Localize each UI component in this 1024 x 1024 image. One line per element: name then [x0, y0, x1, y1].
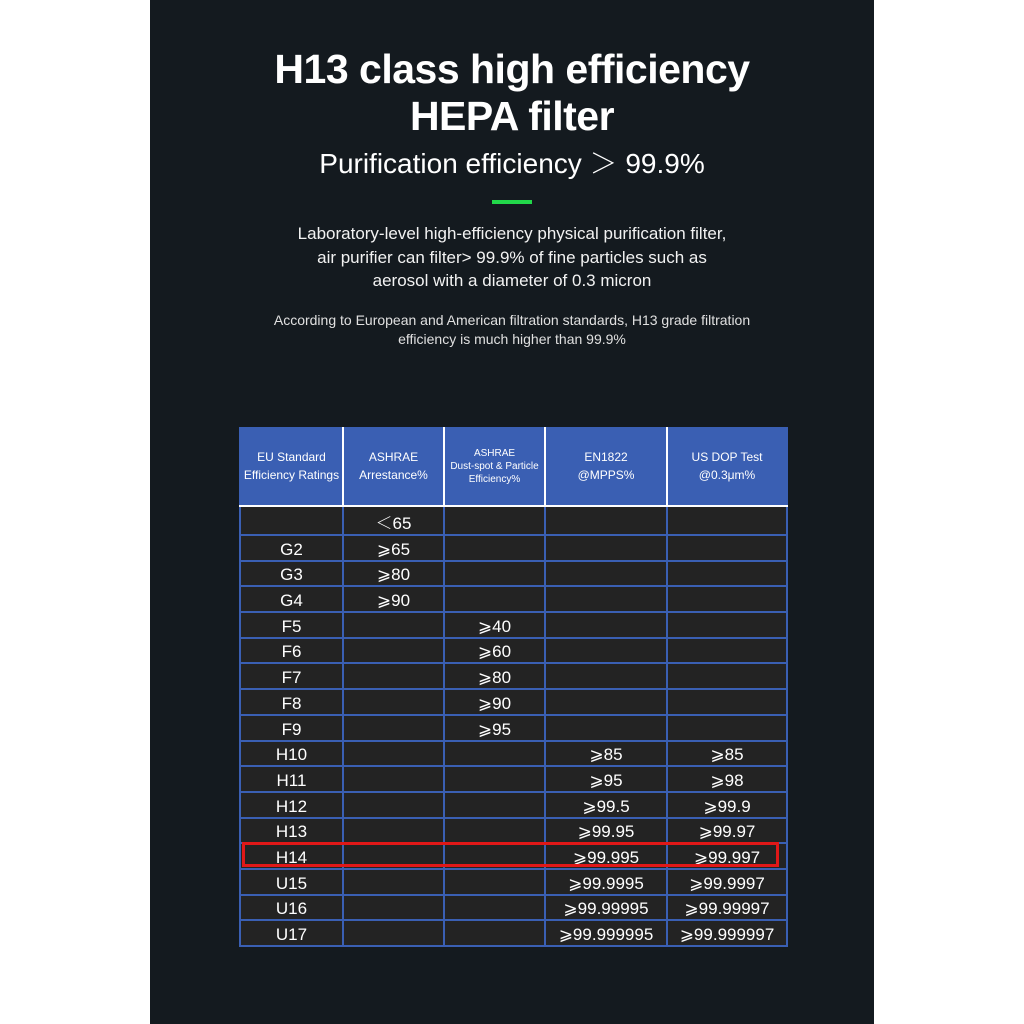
- rating-cell: F5: [240, 612, 343, 638]
- rating-cell: G3: [240, 561, 343, 587]
- value-cell: ⩾85: [545, 741, 667, 767]
- value-cell: [343, 689, 444, 715]
- value-cell: ⩾95: [545, 766, 667, 792]
- table-row: [240, 715, 787, 741]
- value-cell: ⩾99.99997: [667, 895, 787, 921]
- table-row: [240, 663, 787, 689]
- description-line-2: air purifier can filter> 99.9% of fine particles such as: [317, 248, 707, 267]
- value-cell: ⩾65: [343, 535, 444, 561]
- value-cell: [545, 715, 667, 741]
- rating-cell: U17: [240, 920, 343, 946]
- table-row: [240, 535, 787, 561]
- table-row: [240, 843, 787, 869]
- value-cell: [545, 663, 667, 689]
- title-line-1: H13 class high efficiency: [274, 46, 750, 92]
- value-cell: [545, 586, 667, 612]
- value-cell: ⩾99.9: [667, 792, 787, 818]
- value-cell: [444, 792, 545, 818]
- value-cell: ⩾80: [444, 663, 545, 689]
- value-cell: [343, 766, 444, 792]
- value-cell: [667, 506, 787, 535]
- value-cell: ⩾99.997: [667, 843, 787, 869]
- value-cell: [343, 741, 444, 767]
- value-cell: [444, 843, 545, 869]
- rating-cell: [240, 506, 343, 535]
- value-cell: [444, 895, 545, 921]
- value-cell: [444, 741, 545, 767]
- rating-cell: F6: [240, 638, 343, 664]
- value-cell: [444, 869, 545, 895]
- value-cell: [667, 663, 787, 689]
- value-cell: [667, 638, 787, 664]
- value-cell: [343, 869, 444, 895]
- description-line-1: Laboratory-level high-efficiency physical purification filter,: [297, 224, 727, 243]
- rating-cell: U16: [240, 895, 343, 921]
- value-cell: ⩾99.97: [667, 818, 787, 844]
- header-ashrae-dust-spot: ASHRAE Dust-spot & Particle Efficiency%: [444, 427, 545, 506]
- rating-cell: F9: [240, 715, 343, 741]
- header-en1822: EN1822 @MPPS%: [545, 427, 667, 506]
- value-cell: ⩾90: [343, 586, 444, 612]
- table-row: [240, 766, 787, 792]
- value-cell: ⩾99.9997: [667, 869, 787, 895]
- rating-cell: H12: [240, 792, 343, 818]
- description-line-3: aerosol with a diameter of 0.3 micron: [372, 271, 652, 290]
- value-cell: [667, 689, 787, 715]
- value-cell: [343, 715, 444, 741]
- value-cell: ⩾99.9995: [545, 869, 667, 895]
- value-cell: ⩾99.999995: [545, 920, 667, 946]
- value-cell: [444, 818, 545, 844]
- value-cell: [667, 612, 787, 638]
- table-row: [240, 792, 787, 818]
- header-eu-standard: EU Standard Efficiency Ratings: [240, 427, 343, 506]
- value-cell: ⩾90: [444, 689, 545, 715]
- value-cell: [444, 586, 545, 612]
- table-body: [240, 506, 787, 946]
- value-cell: [545, 535, 667, 561]
- value-cell: ⩾80: [343, 561, 444, 587]
- table-row: [240, 612, 787, 638]
- header-us-dop: US DOP Test @0.3μm%: [667, 427, 787, 506]
- value-cell: ⩾85: [667, 741, 787, 767]
- value-cell: ⩾60: [444, 638, 545, 664]
- rating-cell: G4: [240, 586, 343, 612]
- note-line-2: efficiency is much higher than 99.9%: [398, 331, 626, 347]
- value-cell: [667, 535, 787, 561]
- rating-cell: F7: [240, 663, 343, 689]
- value-cell: ⩾99.995: [545, 843, 667, 869]
- table-row: [240, 741, 787, 767]
- value-cell: [667, 561, 787, 587]
- table-row: [240, 561, 787, 587]
- value-cell: [444, 766, 545, 792]
- value-cell: ⩾99.999997: [667, 920, 787, 946]
- value-cell: [667, 586, 787, 612]
- table-row: [240, 506, 787, 535]
- value-cell: ⩾95: [444, 715, 545, 741]
- filter-standards-table: [239, 427, 788, 947]
- note-line-1: According to European and American filtration standards, H13 grade filtration: [273, 312, 751, 328]
- value-cell: [545, 689, 667, 715]
- value-cell: [343, 638, 444, 664]
- rating-cell: H14: [240, 843, 343, 869]
- value-cell: [545, 612, 667, 638]
- value-cell: ⩾98: [667, 766, 787, 792]
- rating-cell: H11: [240, 766, 343, 792]
- subtitle: Purification efficiency ＞ 99.9%: [319, 148, 705, 179]
- value-cell: [545, 506, 667, 535]
- table-row: [240, 689, 787, 715]
- table-row: [240, 920, 787, 946]
- value-cell: [343, 612, 444, 638]
- value-cell: [343, 920, 444, 946]
- table-row: [240, 895, 787, 921]
- rating-cell: F8: [240, 689, 343, 715]
- value-cell: [444, 561, 545, 587]
- table-row: [240, 869, 787, 895]
- value-cell: ⩾99.5: [545, 792, 667, 818]
- table-row: [240, 638, 787, 664]
- table-header-row: [240, 427, 787, 506]
- value-cell: [444, 920, 545, 946]
- table-row: [240, 586, 787, 612]
- value-cell: ⩾99.95: [545, 818, 667, 844]
- value-cell: [343, 895, 444, 921]
- value-cell: [343, 663, 444, 689]
- rating-cell: H13: [240, 818, 343, 844]
- value-cell: [343, 818, 444, 844]
- value-cell: [343, 843, 444, 869]
- accent-divider: [492, 200, 532, 204]
- value-cell: [667, 715, 787, 741]
- value-cell: ＜65: [343, 506, 444, 535]
- table-row: [240, 818, 787, 844]
- value-cell: [545, 561, 667, 587]
- value-cell: [444, 535, 545, 561]
- value-cell: ⩾40: [444, 612, 545, 638]
- value-cell: [545, 638, 667, 664]
- value-cell: [343, 792, 444, 818]
- title-line-2: HEPA filter: [409, 93, 615, 139]
- rating-cell: G2: [240, 535, 343, 561]
- rating-cell: U15: [240, 869, 343, 895]
- value-cell: ⩾99.99995: [545, 895, 667, 921]
- value-cell: [444, 506, 545, 535]
- header-ashrae-arrestance: ASHRAE Arrestance%: [343, 427, 444, 506]
- rating-cell: H10: [240, 741, 343, 767]
